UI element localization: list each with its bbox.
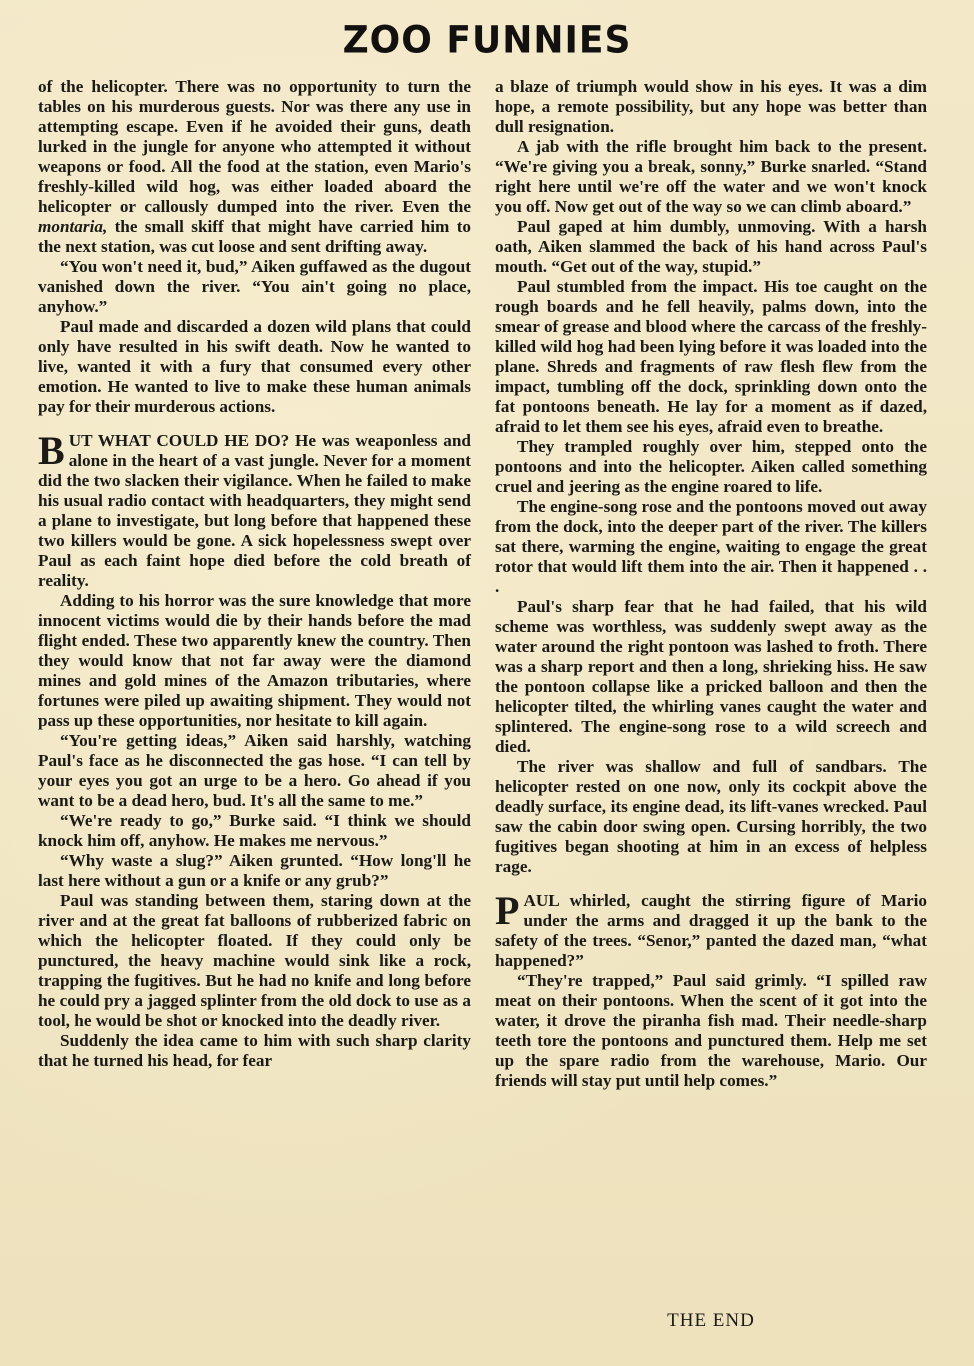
left-paragraph-1 bbox=[38, 77, 471, 257]
right-paragraph-7: Paul's sharp fear that he had failed, that his wild scheme was worthless, was suddenly swept away as the water around the right pontoon was lashed to froth. There was a sharp report and then a long, shrieking hiss. He saw the pontoon collapse like a pricked balloon and then the helicopter tilted, the whirling vanes caught the water and splintered. The engine-song rose to a wild screech and died. bbox=[495, 597, 927, 756]
left-p4-text: UT WHAT COULD HE DO? He was weaponless and alone in the heart of a vast jungle. Never for a moment did the two slacken their vigilance. When he failed to make his usual radio contact with headquarters, they might send a plane to investigate, but long before that happened these two killers would be gone. A sick hopelessness swept over Paul as each faint hope died before the cold breath of reality. bbox=[38, 431, 471, 590]
right-paragraph-4: Paul stumbled from the impact. His toe caught on the rough boards and he fell heavily, palms down, into the smear of grease and blood where the carcass of the freshly-killed wild hog had been lying before it was loaded into the plane. Shreds and fragments of raw flesh flew from the impact, tumbling off the dock, sprinkling down onto the fat pontoons beneath. He lay for a moment as if dazed, afraid to let them see his eyes, afraid even to breathe. bbox=[495, 277, 927, 436]
left-paragraph-2: “You won't need it, bud,” Aiken guffawed as the dugout vanished down the river. “You ain't going no place, anyhow.” bbox=[38, 257, 471, 316]
right-column bbox=[495, 77, 927, 1091]
drop-cap-b: B bbox=[38, 428, 65, 473]
right-paragraph-5: They trampled roughly over him, stepped onto the pontoons and into the helicopter. Aiken called something cruel and jeering as the engine roared to life. bbox=[495, 437, 927, 496]
right-paragraph-2: A jab with the rifle brought him back to the present. “We're giving you a break, sonny,” Burke snarled. “Stand right here until we're off the water and we won't knock you off. Now get out of the way so we can climb aboard.” bbox=[495, 137, 927, 216]
left-paragraph-7: “We're ready to go,” Burke said. “I think we should knock him off, anyhow. He makes me nervous.” bbox=[38, 811, 471, 850]
right-paragraph-1: a blaze of triumph would show in his eyes. It was a dim hope, a remote possibility, but any hope was better than dull resignation. bbox=[495, 77, 927, 136]
left-paragraph-4 bbox=[38, 428, 471, 591]
left-paragraph-10: Suddenly the idea came to him with such sharp clarity that he turned his head, for fear bbox=[38, 1031, 471, 1070]
right-paragraph-9 bbox=[495, 888, 927, 971]
left-paragraph-8: “Why waste a slug?” Aiken grunted. “How long'll he last here without a gun or a knife or any grub?” bbox=[38, 851, 471, 890]
left-p1-end: the small skiff that might have carried him to the next station, was cut loose and sent drifting away. bbox=[38, 217, 472, 256]
left-p1-text: of the helicopter. There was no opportunity to turn the tables on his murderous guests. Nor was there any use in attempting escape. Even if he avoided their guns, death lurked in the jungle for anyone who attempted it without weapons or food. All the food at the station, even Mario's freshly-killed wild hog, was either loaded aboard the helicopter or callously dumped into the river. Even the bbox=[38, 77, 471, 216]
right-paragraph-10: “They're trapped,” Paul said grimly. “I spilled raw meat on their pontoons. When the scent of it got into the water, it drove the piranha fish mad. Their needle-sharp teeth tore the pontoons and punctured them. Help me set up the spare radio from the warehouse, Mario. Our friends will stay put until help comes.” bbox=[495, 971, 927, 1090]
left-p1-italic-word: montaria, bbox=[38, 217, 108, 236]
page-title: ZOO FUNNIES bbox=[342, 18, 632, 63]
drop-cap-p: P bbox=[495, 888, 520, 933]
right-p9-text: AUL whirled, caught the stirring figure of Mario under the arms and dragged it up the bank to the safety of the trees. “Senor,” panted the dazed man, “what happened?” bbox=[495, 891, 927, 970]
right-paragraph-8: The river was shallow and full of sandbars. The helicopter rested on one now, only its cockpit above the deadly surface, its engine dead, its lift-vanes wrecked. Paul saw the cabin door swing open. Cursing horribly, the two fugitives began shooting at him in an excess of helpless rage. bbox=[495, 757, 927, 876]
left-column bbox=[38, 77, 471, 1071]
right-paragraph-6: The engine-song rose and the pontoons moved out away from the dock, into the deeper part of the river. The killers sat there, warming the engine, waiting to engage the great rotor that would lift them into the air. Then it happened . . . bbox=[495, 497, 927, 596]
the-end-label: THE END bbox=[667, 1310, 755, 1331]
left-paragraph-3: Paul made and discarded a dozen wild plans that could only have resulted in his swift death. Now he wanted to live, wanted it with a fury that consumed every other emotion. He wanted to live to make these human animals pay for their murderous actions. bbox=[38, 317, 471, 416]
right-paragraph-3: Paul gaped at him dumbly, unmoving. With a harsh oath, Aiken slammed the back of his hand across Paul's mouth. “Get out of the way, stupid.” bbox=[495, 217, 927, 276]
left-paragraph-6: “You're getting ideas,” Aiken said harshly, watching Paul's face as he disconnected the gas hose. “I can tell by your eyes you got an urge to be a hero. Go ahead if you want to be a dead hero, bud. It's all the same to me.” bbox=[38, 731, 471, 810]
left-paragraph-9: Paul was standing between them, staring down at the river and at the great fat balloons of rubberized fabric on which the helicopter floated. If they could only be punctured, the heavy machine would sink like a rock, trapping the fugitives. But he had no knife and long before he could pry a jagged splinter from the old dock to use as a tool, he would be shot or knocked into the deadly river. bbox=[38, 891, 471, 1030]
left-paragraph-5: Adding to his horror was the sure knowledge that more innocent victims would die by their hands before the mad flight ended. These two apparently knew the country. Then they would know that not far away were the diamond mines and gold mines of the Amazon tributaries, where fortunes were piled up awaiting shipment. They would not pass up these opportunities, nor hesitate to kill again. bbox=[38, 591, 471, 730]
